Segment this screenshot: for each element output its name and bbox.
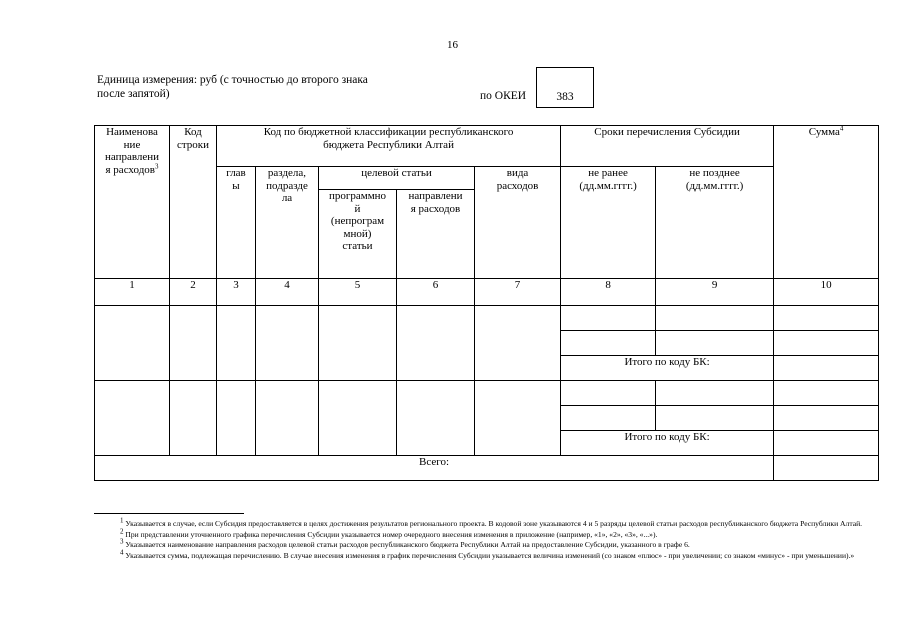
footnote-3: $^3$ Указывается наименование направления расходов целевой статьи расходов республиканского бюджета Республики Алтай на предоставление Субсидии, указанного в графе 6. bbox=[120, 537, 690, 549]
cell-sum bbox=[774, 331, 879, 356]
footnote-2: $^2$ При представлении уточненного графика перечисления Субсидии указывается номер очередного внесения изменения в приложение (например, «1», «2», «3», «...»). bbox=[120, 526, 658, 539]
column-number: 2 bbox=[170, 279, 217, 306]
okei-label: по ОКЕИ bbox=[480, 90, 527, 102]
cell-row-code bbox=[170, 381, 217, 456]
header-not-earlier: не ранее (дд.мм.гггг.) bbox=[561, 167, 656, 279]
cell-not-earlier bbox=[561, 306, 656, 331]
cell-row-code bbox=[170, 306, 217, 381]
header-budget-classification: Код по бюджетной классификации республиканского бюджета Республики Алтай bbox=[217, 126, 561, 167]
header-chapter: глав ы bbox=[217, 167, 256, 279]
subsidy-schedule-table bbox=[94, 125, 879, 481]
subtotal-sum bbox=[774, 431, 879, 456]
footnote-4: $^4$ Указывается сумма, подлежащая перечислению. В случае внесения изменения в график перечисления Субсидии указывается величина изменений (со знаком «плюс» - при увеличении; со знаком «минус» - при уменьшении).» bbox=[120, 547, 855, 560]
cell-sum bbox=[774, 406, 879, 431]
cell-program-article bbox=[319, 381, 397, 456]
cell-not-later bbox=[656, 331, 774, 356]
cell-chapter bbox=[217, 306, 256, 381]
header-section: раздела, подразде ла bbox=[256, 167, 319, 279]
cell-not-earlier bbox=[561, 381, 656, 406]
header-row-1 bbox=[95, 126, 879, 167]
footnotes bbox=[94, 516, 880, 561]
unit-line-2: после запятой) bbox=[97, 88, 170, 100]
column-number: 10 bbox=[774, 279, 879, 306]
subtotal-sum bbox=[774, 356, 879, 381]
column-number: 5 bbox=[319, 279, 397, 306]
cell-program-article bbox=[319, 306, 397, 381]
total-label: Всего: bbox=[95, 456, 774, 481]
footnote-1: $^1$ Указывается в случае, если Субсидия предоставляется в целях достижения результатов регионального проекта. В кодовой зоне указываются 4 и 5 разряды целевой статьи расходов республиканского бюджета Республики Алтай. bbox=[120, 516, 863, 528]
okei-code-box bbox=[536, 67, 594, 108]
cell-chapter bbox=[217, 381, 256, 456]
subtotal-label: Итого по коду БК: bbox=[561, 356, 774, 381]
column-number-row bbox=[95, 279, 879, 306]
header-direction-name: Наименова ние направлени я расходов$^3$ bbox=[95, 126, 170, 279]
column-number: 9 bbox=[656, 279, 774, 306]
header-not-later: не позднее (дд.мм.гггг.) bbox=[656, 167, 774, 279]
column-number: 7 bbox=[475, 279, 561, 306]
cell-not-earlier bbox=[561, 331, 656, 356]
page-number: 16 bbox=[447, 39, 458, 51]
cell-not-earlier bbox=[561, 406, 656, 431]
column-number: 8 bbox=[561, 279, 656, 306]
table-row bbox=[95, 381, 879, 406]
header-program-article: программно й (непрограм мной) статьи bbox=[319, 190, 397, 279]
cell-sum bbox=[774, 381, 879, 406]
subtotal-label: Итого по коду БК: bbox=[561, 431, 774, 456]
cell-expense-type bbox=[475, 381, 561, 456]
cell-expense-type bbox=[475, 306, 561, 381]
unit-of-measure bbox=[97, 73, 437, 101]
cell-not-later bbox=[656, 381, 774, 406]
cell-not-later bbox=[656, 306, 774, 331]
footnote-separator bbox=[94, 513, 244, 514]
header-expense-type: вида расходов bbox=[475, 167, 561, 279]
cell-expense-direction bbox=[397, 381, 475, 456]
column-number: 4 bbox=[256, 279, 319, 306]
cell-section bbox=[256, 306, 319, 381]
cell-sum bbox=[774, 306, 879, 331]
header-transfer-dates: Сроки перечисления Субсидии bbox=[561, 126, 774, 167]
total-sum bbox=[774, 456, 879, 481]
column-number: 6 bbox=[397, 279, 475, 306]
cell-section bbox=[256, 381, 319, 456]
header-target-article: целевой статьи bbox=[319, 167, 475, 190]
column-number: 3 bbox=[217, 279, 256, 306]
total-row bbox=[95, 456, 879, 481]
cell-direction-name bbox=[95, 306, 170, 381]
cell-expense-direction bbox=[397, 306, 475, 381]
header-expense-direction: направлени я расходов bbox=[397, 190, 475, 279]
column-number: 1 bbox=[95, 279, 170, 306]
cell-not-later bbox=[656, 406, 774, 431]
cell-direction-name bbox=[95, 381, 170, 456]
table-row bbox=[95, 306, 879, 331]
unit-line-1: Единица измерения: руб (с точностью до второго знака bbox=[97, 74, 368, 86]
header-sum: Сумма$^4$ bbox=[774, 126, 879, 279]
header-row-code: Код строки bbox=[170, 126, 217, 279]
okei-code: 383 bbox=[556, 91, 574, 103]
